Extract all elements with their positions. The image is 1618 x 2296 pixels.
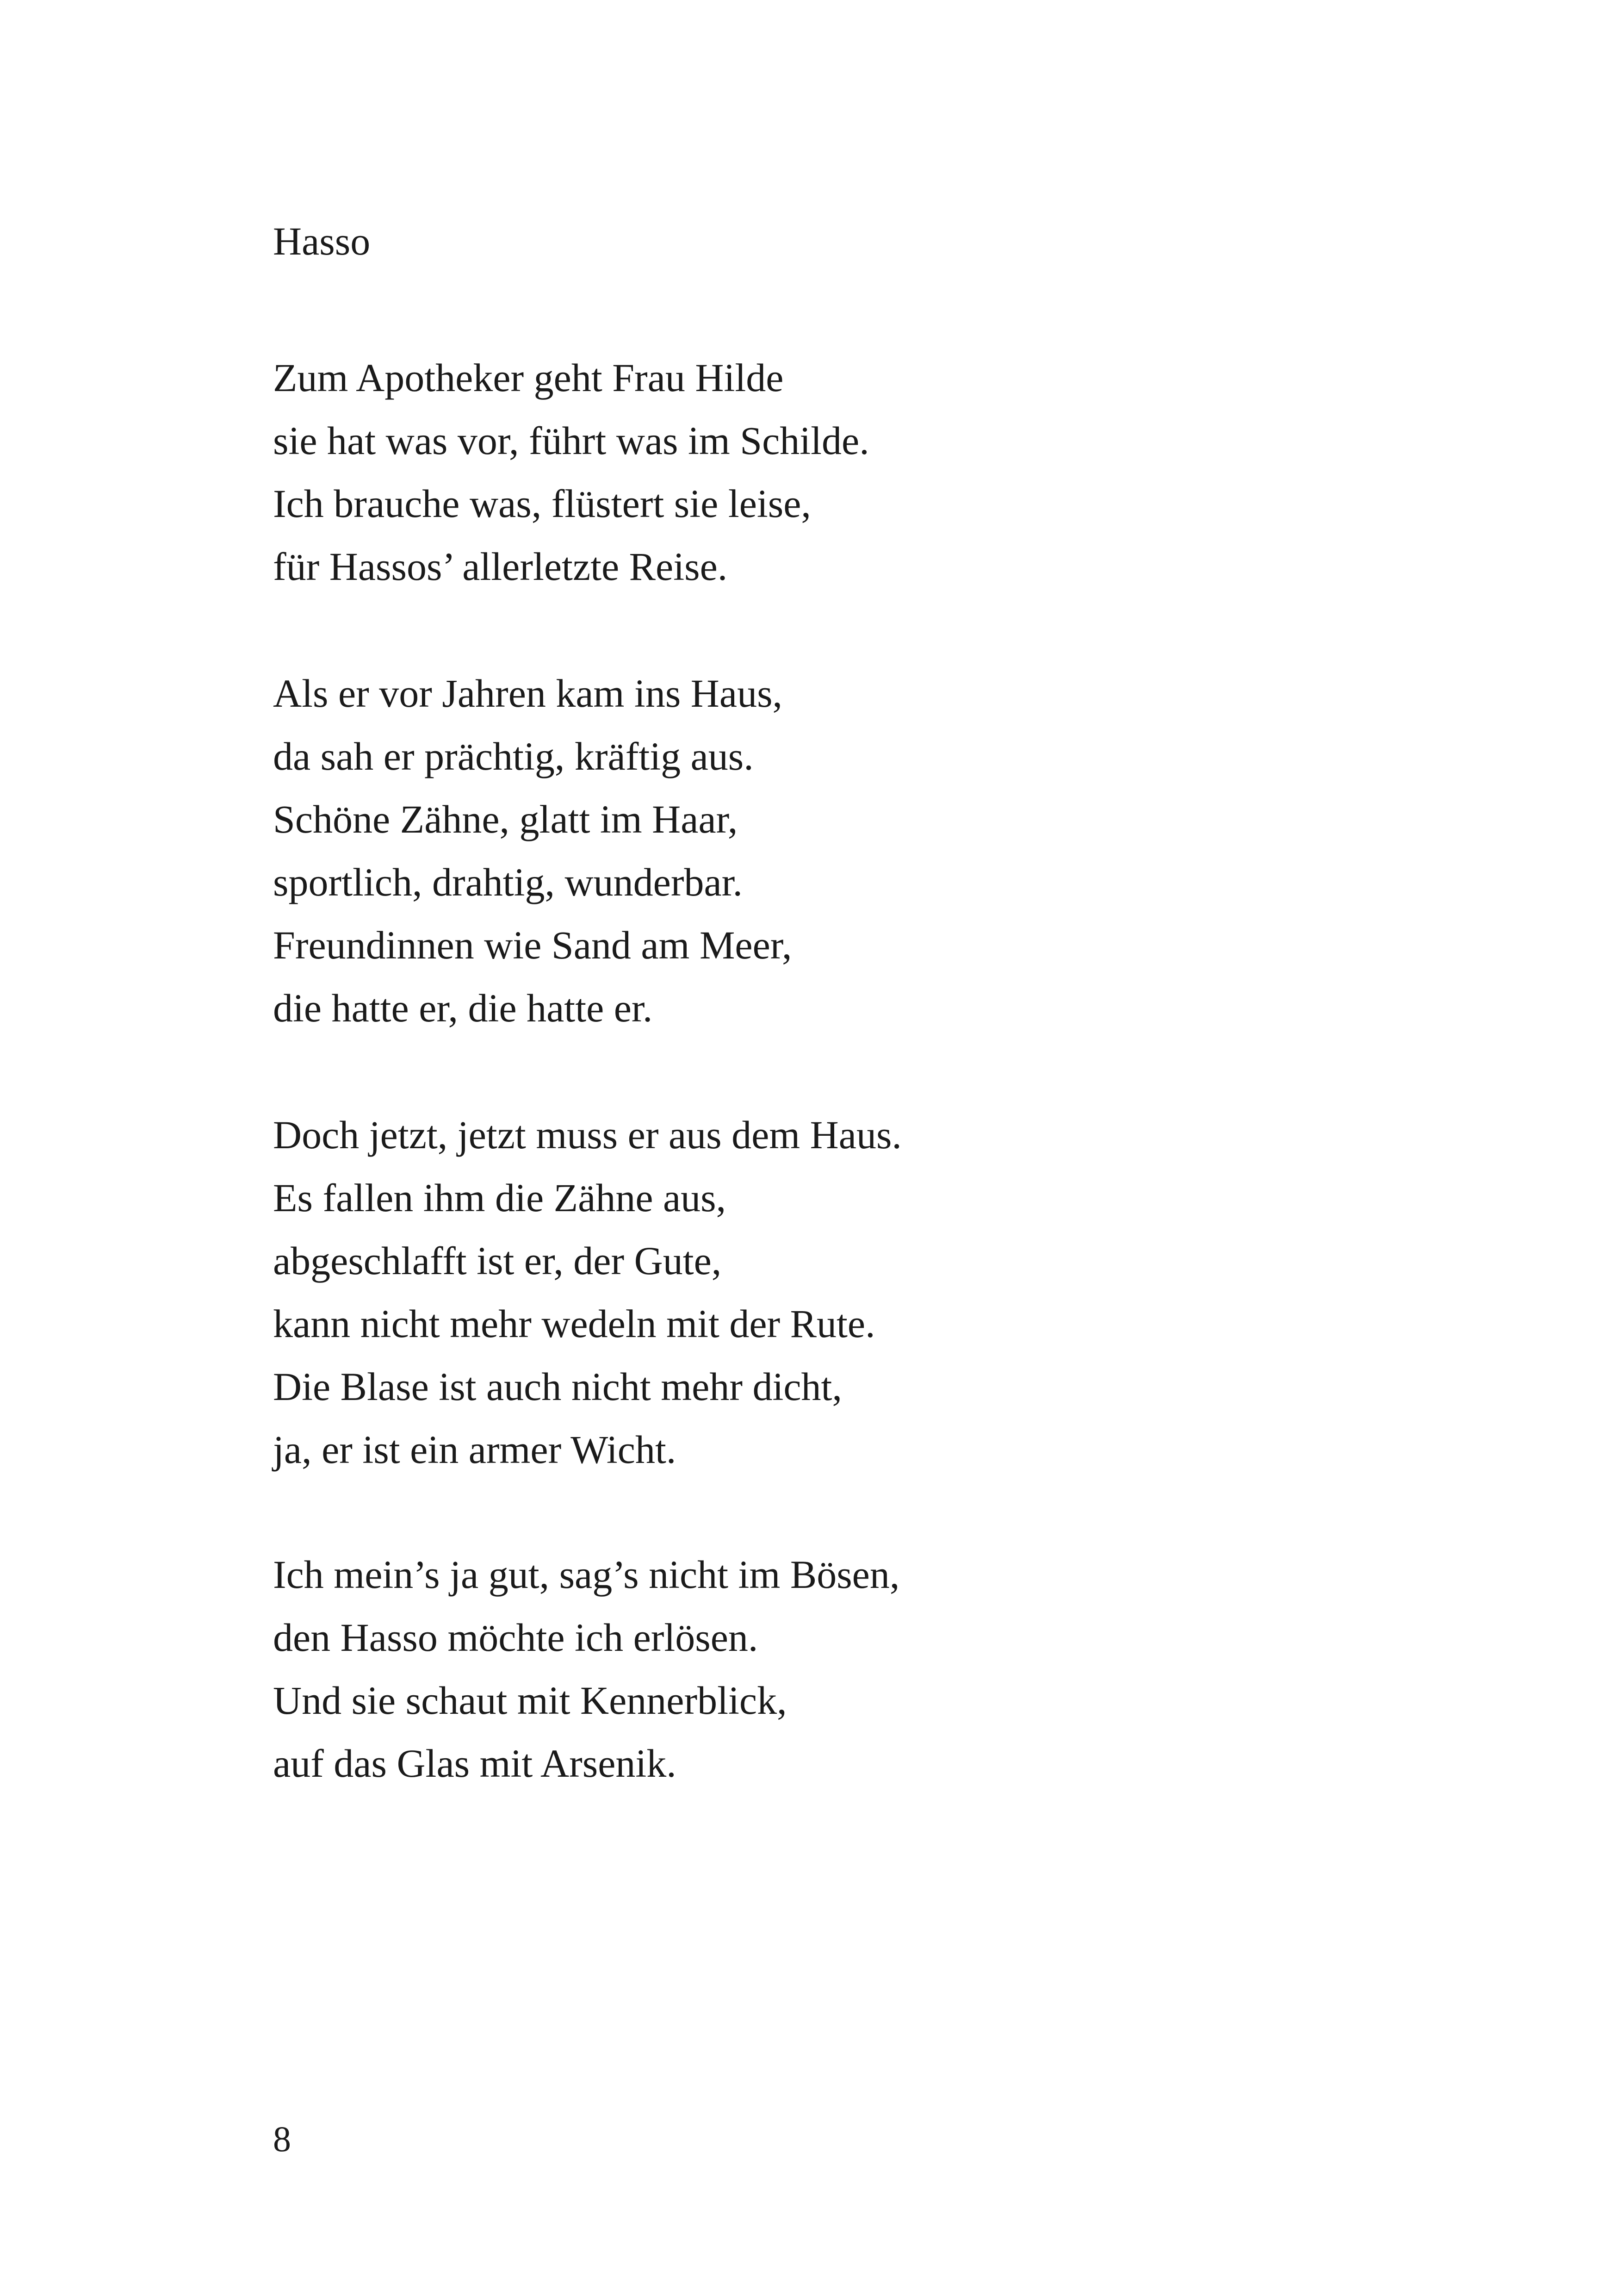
poem-line: kann nicht mehr wedeln mit der Rute.	[273, 1301, 875, 1346]
poem-line: den Hasso möchte ich erlösen.	[273, 1615, 758, 1660]
poem-line: abgeschlafft ist er, der Gute,	[273, 1238, 722, 1283]
poem-line: Die Blase ist auch nicht mehr dicht,	[273, 1364, 842, 1409]
poem-line: Ich brauche was, flüstert sie leise,	[273, 481, 811, 526]
poem-line: Freundinnen wie Sand am Meer,	[273, 923, 792, 967]
poem-line: da sah er prächtig, kräftig aus.	[273, 734, 754, 778]
stanza-2	[273, 662, 792, 1039]
poem-line: Ich mein’s ja gut, sag’s nicht im Bösen,	[273, 1552, 900, 1597]
stanza-4	[273, 1543, 899, 1795]
poem-line: Zum Apotheker geht Frau Hilde	[273, 355, 784, 400]
poem-line: auf das Glas mit Arsenik.	[273, 1741, 676, 1786]
poem-line: Und sie schaut mit Kennerblick,	[273, 1678, 787, 1723]
poem-line: Doch jetzt, jetzt muss er aus dem Haus.	[273, 1113, 902, 1157]
poem-line: Es fallen ihm die Zähne aus,	[273, 1176, 726, 1220]
poem-line: Schöne Zähne, glatt im Haar,	[273, 797, 738, 841]
poem-line: sie hat was vor, führt was im Schilde.	[273, 418, 869, 463]
stanza-3	[273, 1103, 902, 1481]
stanza-1	[273, 346, 869, 598]
poem-line: sportlich, drahtig, wunderbar.	[273, 860, 743, 904]
poem-line: ja, er ist ein armer Wicht.	[273, 1427, 676, 1472]
page-number: 8	[273, 2119, 291, 2159]
poem-line: die hatte er, die hatte er.	[273, 986, 653, 1030]
poem-title: Hasso	[273, 219, 371, 263]
poem-line: Als er vor Jahren kam ins Haus,	[273, 671, 783, 716]
poem-line: für Hassos’ allerletzte Reise.	[273, 544, 728, 589]
